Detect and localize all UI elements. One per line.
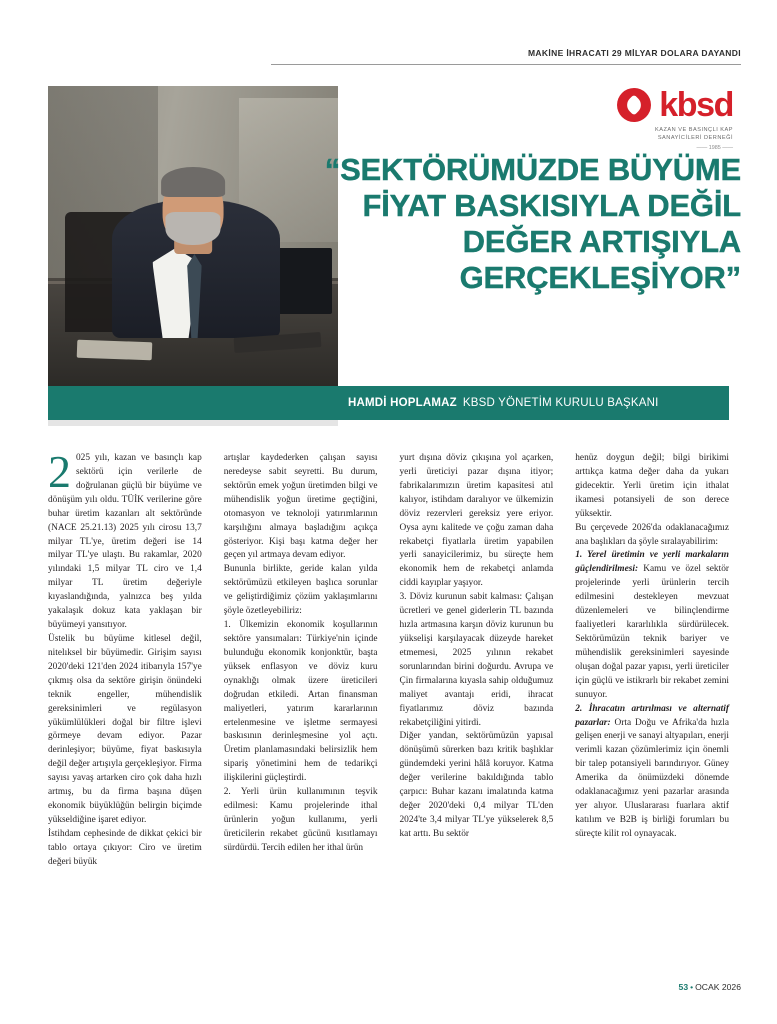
photo-papers	[77, 340, 153, 361]
body-column-3	[400, 452, 554, 972]
photo-hair	[161, 167, 225, 197]
kbsd-logo	[533, 88, 733, 150]
paragraph: İstihdam cephesinde de dikkat çekici bir tablo ortaya çıkıyor: Ciro ve üretim değeri büyük	[48, 828, 202, 867]
paragraph: 2. Yerli ürün kullanımının teşvik edilmesi: Kamu projelerinde ithal ürünlerin yoğun kullanımı, yerli üreticilerin rekabet gücünü kısıtlamayı sürdürdü. Tercih edilen her ithal ürün	[223, 787, 378, 853]
name-band-shadow	[48, 420, 338, 426]
logo-row	[617, 88, 733, 122]
headline-line-3: DEĞER ARTIŞIYLA	[462, 223, 741, 259]
headline-line-2: FİYAT BASKISIYLA DEĞİL	[362, 187, 741, 223]
paragraph	[48, 446, 202, 633]
headline-line-1: “SEKTÖRÜMÜZDE BÜYÜME	[324, 152, 741, 187]
logo-subtitle	[655, 126, 733, 143]
paragraph	[575, 703, 729, 842]
paragraph-text: Kamu ve özel sektör projelerinde yerli ürünlerin tercih edilmesini destekleyen mevzuat düzenlemeleri ve bilinçlendirme faaliyetleri kararlılıkla sürdürülecek. Sektörümüzün teknik bariyer ve mühendislik gereksinimleri sayesinde oluşan doğal pazar yapısı, yerli üreticiler için güçlü ve istikrarlı bir rekabet zemini sunuyor.	[575, 564, 729, 700]
subheading-inline-2: 2. İhracatın artırılması ve alternatif pazarlar:	[575, 703, 729, 728]
byline-title: KBSD YÖNETİM KURULU BAŞKANI	[462, 397, 659, 409]
article-body	[48, 446, 729, 972]
headline-line-4: GERÇEKLEŞİYOR”	[459, 259, 741, 295]
byline-band	[48, 386, 729, 420]
kbsd-flame-icon	[617, 88, 651, 122]
body-column-2	[224, 452, 378, 972]
footer-separator: •	[690, 982, 694, 992]
paragraph: Üstelik bu büyüme kitlesel değil, nitelıksel bir büyümedir. Girişim sayısı 2020'deki 121'den 2024 itibarıyla 157'ye çıkmış olsa da sektöre girişin önündeki teknik engeller, mühendislik gereksinimleri ve regülasyon yükümlülükleri doğal bir filtre işlevi görmeye devam ediyor. Pazar derinleşiyor; büyüme, fiyat baskısıyla değil değer artışıyla gerçekleşiyor. Firma sayısı yavaş artarken ciro çok daha hızlı artmış, bu da firma başına düşen ekonomik büyüklüğün belirgin biçimde yükseldiğine işaret ediyor.	[48, 633, 202, 825]
header-kicker: MAKİNE İHRACATI 29 MİLYAR DOLARA DAYANDI	[528, 48, 741, 58]
subheading-inline-1: 1. Yerel üretimin ve yerli markaların güçlendirilmesi:	[575, 550, 729, 575]
article-headline	[271, 152, 741, 296]
logo-year: —— 1985 ——	[696, 144, 733, 151]
paragraph: henüz doygun değil; bilgi birikimi arttıkça katma değer daha da yukarı gidecektir. Yerli üretim için ithalat ikamesi potansiyeli de son derece yüksektir.	[575, 453, 729, 519]
paragraph: Bu çerçevede 2026'da odaklanacağımız ana başlıkları da şöyle sıralayabilirim:	[575, 522, 729, 547]
logo-wordmark: kbsd	[659, 86, 733, 124]
header-divider	[271, 64, 741, 65]
paragraph: Bununla birlikte, geride kalan yılda sektörümüzü etkileyen başlıca sorunlar ve geliştirdiğimiz çözüm yaklaşımlarını şöyle özetleyebiliriz:	[223, 564, 378, 617]
paragraph: Diğer yandan, sektörümüzün yapısal dönüşümü sürerken bazı kritik başlıklar gündemdeki yerini hâlâ koruyor. Katma değer verilerine bakıldığında tablo çarpıcı: Buhar kazanı imalatında katma değer 2020'deki 0,4 milyar TL'den 2024'te 3,4 milyar TL'ye yükselerek 8,5 kat arttı. Bu sektör	[399, 731, 554, 839]
issue-label: OCAK 2026	[695, 982, 741, 992]
body-column-1	[48, 446, 202, 972]
logo-subtitle-line1: KAZAN VE BASINÇLI KAP	[655, 127, 733, 133]
paragraph-text: 025 yılı, kazan ve basınçlı kap sektörü için verilerle de doğrulanan güçlü bir büyüme ve dönüşüm yılı oldu. TÜİK verilerine göre buhar üretim kazanları alt sektöründe (NACE 25.21.13) 2025 yılı cirosu 13,7 milyar TL'ye, üretim değeri ise 14 milyar TL'ye ulaştı. Bu rakamlar, 2020 yılındaki 1,5 milyar TL ciro ve 1,4 milyar TL üretim değeriyle kıyaslandığında, yalnızca beş yılda yakalaşık dokuz kata yaklaşan bir büyümeyi yansıtıyor.	[48, 453, 202, 631]
paragraph: 3. Döviz kurunun sabit kalması: Çalışan ücretleri ve genel giderlerin TL bazında hızla artmasına karşın döviz kurunun bu yükselişi karşılayacak düzeyde hareket etmemesi, 2025 yılının rekabet sorunlarından birini doğurdu. Avrupa ve Çin firmalarına kıyasla sahip olduğumuz maliyet avantajı eridi, ihracat fiyatlarımız döviz bazında rekabetçiliğini yitirdi.	[399, 592, 554, 728]
paragraph-text: Orta Doğu ve Afrika'da hızla gelişen enerji ve sanayi altyapıları, enerji verimli kazan çözümlerimiz için önemli bir talep potansiyeli barındırıyor. Güney Amerika da önümüzdeki dönemde odaklanacağımız yeni pazarlar arasında yer alıyor. Uluslararası fuarlara aktif katılım ve B2B iş birliği forumları bu süreçte kilit rol oynayacak.	[575, 717, 729, 839]
paragraph: 1. Ülkemizin ekonomik koşullarının sektöre yansımaları: Türkiye'nin içinde bulunduğu ekonomik konjonktür, başta yüksek enflasyon ve döviz kuru oynaklığı olmak üzere üreticileri doğrudan etkiledi. Artan finansman maliyetleri, yatırım kararlarının ertelenmesine ve işletme sermayesi baskısının derinleşmesine yol açtı. Üretim planlamasındaki belirsizlik hem sipariş yönetimini hem de tedarikçi ilişkilerini güçleştirdi.	[223, 620, 378, 784]
page-number: 53	[678, 982, 689, 992]
page-footer	[679, 982, 741, 992]
body-column-4	[575, 452, 729, 972]
paragraph: yurt dışına döviz çıkışına yol açarken, yerli üreticiyi pazar dışına itiyor; fabrikalarımızın üretim kapasitesi atıl kalıyor, istihdam daralıyor ve ülkemizin döviz rezervleri gereksiz yere eriyor. Oysa aynı kalitede ve çoğu zaman daha rekabetçi fiyatlarla üretim yapabilen yerli sanayicilerimiz, bu süreçte hem ekonomik hem de rekabetçi anlamda ciddi kayıplar yaşıyor.	[399, 453, 554, 589]
paragraph	[575, 549, 729, 702]
logo-subtitle-line2: SANAYİCİLERİ DERNEĞİ	[657, 135, 733, 142]
dropcap: 2	[48, 446, 71, 497]
page-header	[271, 48, 741, 58]
byline-name: HAMDİ HOPLAMAZ	[348, 397, 457, 409]
paragraph: artışlar kaydederken çalışan sayısı neredeyse sabit seyretti. Bu durum, sektörün emek yoğun üretimden bilgi ve mühendislik yoğun üretime geçtiğini, otomasyon ve teknoloji yatırımlarının karşılığını almaya başladığını açıkça gösteriyor. Kişi başı katma değer her geçen yıl artmaya devam ediyor.	[223, 453, 378, 561]
photo-beard	[165, 212, 220, 245]
